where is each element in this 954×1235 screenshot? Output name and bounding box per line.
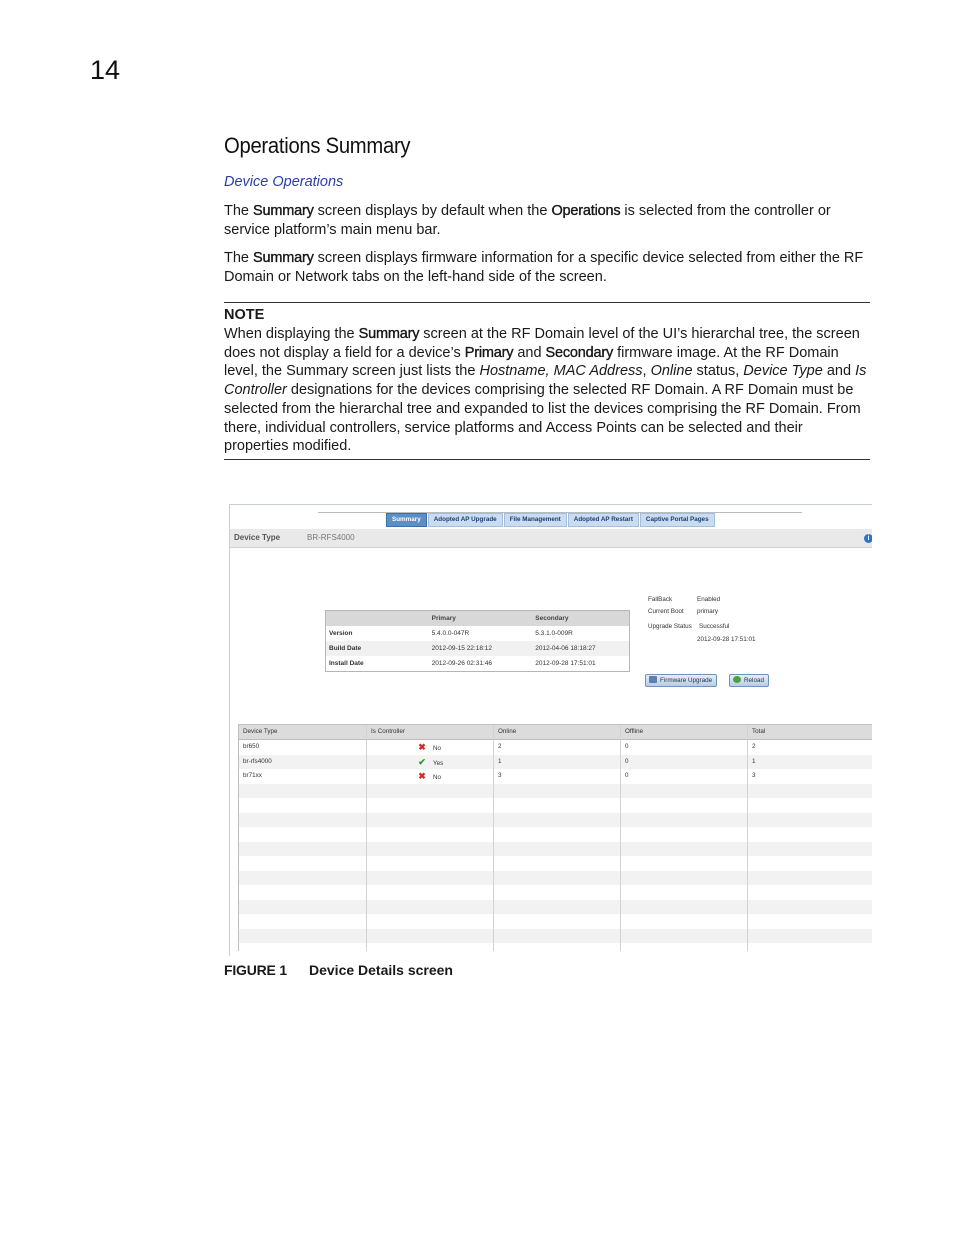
figure-caption-text: Device Details screen bbox=[309, 962, 453, 978]
reload-button[interactable] bbox=[729, 674, 769, 687]
note-label: NOTE bbox=[224, 307, 265, 323]
tab-adopted-ap-upgrade[interactable]: Adopted AP Upgrade bbox=[428, 513, 503, 527]
column-divider bbox=[493, 725, 494, 951]
offline-cell: 0 bbox=[625, 772, 629, 779]
firmware-primary-value: 5.4.0.0-047R bbox=[431, 630, 470, 637]
table-row[interactable] bbox=[239, 769, 872, 784]
paragraph-summary-default: The Summary screen displays by default when the Operations is selected from the controller or service platform’s main menu bar. bbox=[224, 203, 831, 238]
device-type-cell: br-rfs4000 bbox=[243, 757, 272, 765]
fallback-label: FallBack bbox=[648, 596, 673, 603]
header-device-type[interactable]: Device Type bbox=[243, 728, 278, 735]
device-operations-link[interactable]: Device Operations bbox=[224, 174, 344, 190]
firmware-secondary-value: 5.3.1.0-009R bbox=[535, 630, 573, 637]
online-cell: 2 bbox=[498, 743, 502, 750]
device-type-cell: br71xx bbox=[243, 772, 262, 779]
check-icon: ✔ bbox=[418, 756, 426, 767]
note-box bbox=[224, 302, 870, 460]
reload-label: Reload bbox=[744, 677, 764, 684]
cross-icon: ✖ bbox=[418, 742, 426, 752]
firmware-primary-value: 2012-09-26 02:31:46 bbox=[431, 660, 492, 667]
help-icon[interactable]: i bbox=[864, 534, 872, 543]
current-boot-label: Current Boot bbox=[648, 608, 684, 615]
empty-table-row bbox=[239, 798, 872, 813]
operations-tab-bar bbox=[386, 513, 715, 525]
tab-captive-portal-pages[interactable]: Captive Portal Pages bbox=[640, 513, 715, 527]
empty-table-row bbox=[239, 929, 872, 944]
device-table-header bbox=[239, 725, 872, 740]
device-type-cell: br650 bbox=[243, 743, 260, 750]
online-cell: 1 bbox=[498, 757, 502, 765]
is-controller-text: Yes bbox=[433, 759, 444, 767]
total-cell: 3 bbox=[752, 772, 756, 779]
firmware-table-header bbox=[326, 611, 629, 626]
firmware-row-install-date bbox=[326, 656, 629, 671]
empty-table-row bbox=[239, 842, 872, 857]
online-cell: 3 bbox=[498, 772, 502, 779]
device-summary-table bbox=[238, 724, 872, 951]
firmware-upgrade-label: Firmware Upgrade bbox=[660, 677, 713, 684]
figure-caption-label: FIGURE 1 bbox=[224, 962, 287, 978]
tab-adopted-ap-restart[interactable]: Adopted AP Restart bbox=[568, 513, 639, 527]
is-controller-text: No bbox=[433, 745, 442, 752]
firmware-row-version bbox=[326, 626, 629, 641]
firmware-primary-value: 2012-09-15 22:18:12 bbox=[431, 645, 492, 652]
cross-icon: ✖ bbox=[418, 771, 426, 781]
firmware-table bbox=[325, 610, 630, 672]
firmware-secondary-value: 2012-09-28 17:51:01 bbox=[535, 660, 596, 667]
paragraph-summary-firmware: The Summary screen displays firmware information for a specific device selected from either the RF Domain or Network tabs on the left-hand side of the screen. bbox=[224, 250, 864, 285]
upgrade-status-label: Upgrade Status bbox=[648, 623, 692, 630]
offline-cell: 0 bbox=[625, 743, 629, 750]
empty-table-row bbox=[239, 885, 872, 900]
reload-icon bbox=[733, 676, 741, 683]
firmware-secondary-value: 2012-04-06 18:18:27 bbox=[535, 645, 596, 652]
header-offline[interactable]: Offline bbox=[625, 728, 644, 735]
firmware-header-blank bbox=[326, 611, 429, 626]
column-divider bbox=[366, 725, 367, 951]
upgrade-timestamp: 2012-09-28 17:51:01 bbox=[697, 636, 756, 643]
firmware-row-build-date bbox=[326, 641, 629, 656]
offline-cell: 0 bbox=[625, 757, 629, 765]
total-cell: 2 bbox=[752, 743, 756, 750]
note-text: When displaying the Summary screen at the RF Domain level of the UI’s hierarchal tree, the screen does not display a field for a device’s Primary and Secondary firmware image. At the RF Domain level, the Summary screen just lists the Hostname, MAC Address, Online status, Device Type and Is Controller designations for the devices comprising the selected RF Domain. A RF Domain must be selected from the hierarchal tree and expanded to list the devices comprising the RF Domain. From there, individual controllers, service platforms and Access Points can be selected and their properties modified. bbox=[224, 326, 867, 455]
firmware-upgrade-button[interactable] bbox=[645, 674, 717, 687]
firmware-header-secondary: Secondary bbox=[535, 615, 569, 622]
header-total[interactable]: Total bbox=[752, 728, 766, 735]
total-cell: 1 bbox=[752, 757, 756, 765]
empty-table-row bbox=[239, 827, 872, 842]
empty-table-row bbox=[239, 871, 872, 886]
section-heading: Operations Summary bbox=[224, 133, 411, 158]
firmware-row-label: Install Date bbox=[329, 660, 364, 667]
column-divider bbox=[747, 725, 748, 951]
tab-file-management[interactable]: File Management bbox=[504, 513, 567, 527]
table-row[interactable] bbox=[239, 755, 872, 770]
empty-table-row bbox=[239, 914, 872, 929]
chapter-number: 14 bbox=[90, 55, 121, 85]
empty-table-row bbox=[239, 813, 872, 828]
device-type-label: Device Type bbox=[234, 533, 281, 542]
firmware-upgrade-icon bbox=[649, 676, 657, 683]
firmware-row-label: Version bbox=[329, 630, 353, 637]
device-type-bar bbox=[230, 529, 872, 548]
current-boot-value: primary bbox=[697, 608, 718, 615]
header-is-controller[interactable]: Is Controller bbox=[371, 728, 405, 735]
fallback-value: Enabled bbox=[697, 596, 721, 603]
firmware-header-primary: Primary bbox=[431, 615, 456, 622]
column-divider bbox=[620, 725, 621, 951]
upgrade-status-value: Successful bbox=[699, 623, 730, 630]
empty-table-row bbox=[239, 856, 872, 871]
empty-table-row bbox=[239, 784, 872, 799]
device-type-value: BR-RFS4000 bbox=[307, 533, 355, 542]
empty-table-row bbox=[239, 900, 872, 915]
table-row[interactable] bbox=[239, 740, 872, 755]
is-controller-text: No bbox=[433, 774, 442, 781]
device-details-screenshot bbox=[229, 504, 872, 956]
tab-summary[interactable]: Summary bbox=[386, 513, 427, 527]
firmware-row-label: Build Date bbox=[329, 645, 362, 652]
header-online[interactable]: Online bbox=[498, 728, 517, 735]
